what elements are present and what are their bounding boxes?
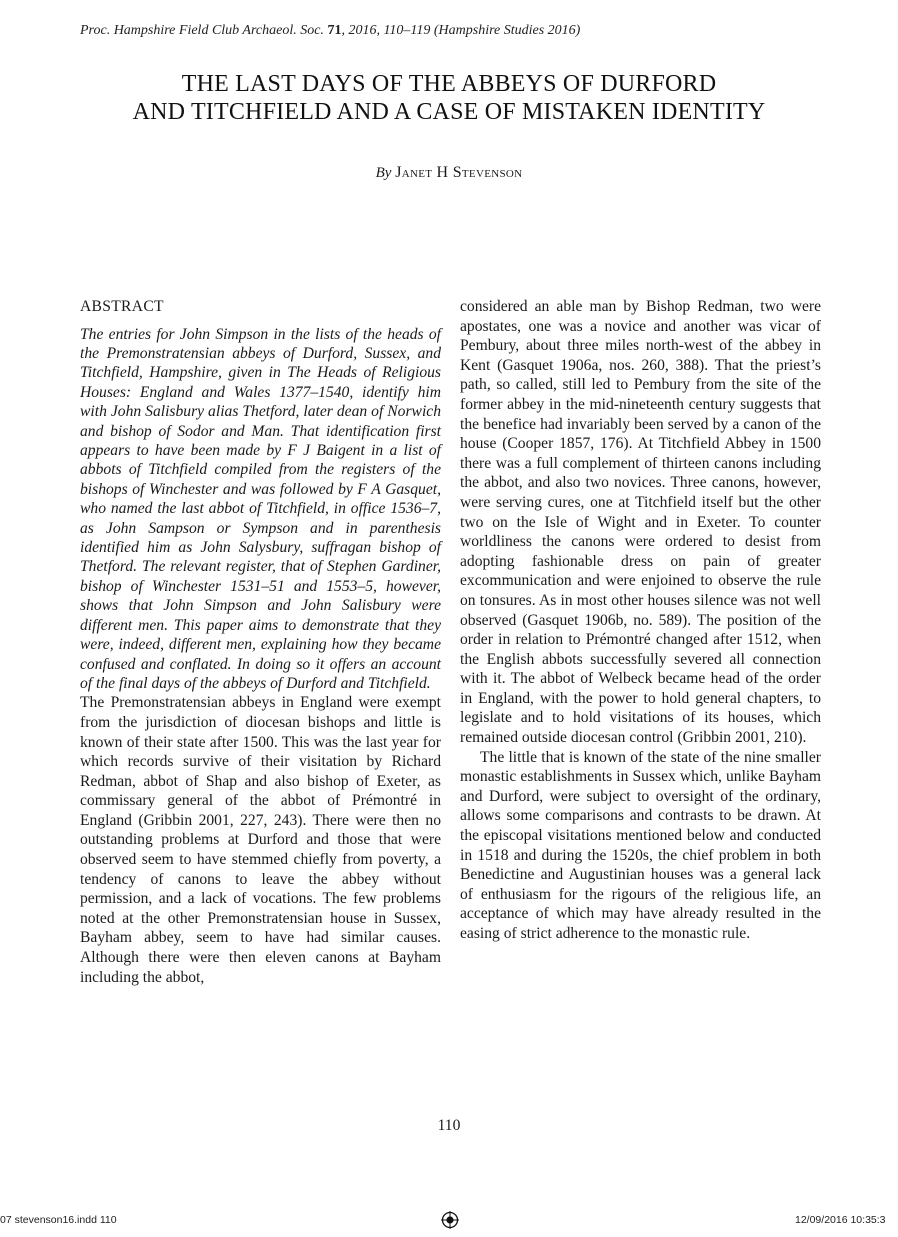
page-number: 110 [437,1117,461,1134]
journal-name: Proc. Hampshire Field Club Archaeol. Soc. [80,23,324,38]
printer-slug-date: 12/09/2016 10:35:3 [795,1214,886,1226]
title-line-1: THE LAST DAYS OF THE ABBEYS OF DURFORD [181,71,717,97]
volume-number: 71 [327,23,342,38]
title-line-2: AND TITCHFIELD AND A CASE OF MISTAKEN IDENTITY [132,99,766,125]
printer-slug-file: 07 stevenson16.indd 110 [0,1214,117,1226]
abstract-heading: ABSTRACT [80,298,164,315]
body-paragraph-1-continued: considered an able man by Bishop Redman, two were apostates, one was a novice and another was vicar of Pembury, about three miles north-west of the abbey in Kent (Gasquet 1906a, nos. 260, 388). That the priest’s path, so called, still led to Pembury from the site of the former abbey in the mid-nineteenth century suggests that the benefice had invariably been served by a canon of the house (Cooper 1857, 176). At Titchfield Abbey in 1500 there was a full complement of thirteen canons including the abbot, and also two novices. Three canons, however, were serving cures, one at Titchfield itself but the other two on the Isle of Wight and in Exeter. To counter worldliness the canons were ordered to desist from adopting fashionable dress on pain of greater excommunication and were enjoined to observe the rule on tonsures. As in most other houses silence was not well observed (Gasquet 1906b, no. 589). The position of the order in relation to Prémontré changed after 1512, when the English abbots successfully severed all connection with it. The abbot of Welbeck became head of the order in England, with the power to hold general chapters, to legislate and to hold visitations of its houses, which remained outside diocesan control (Gribbin 2001, 210). [460,298,821,747]
article-title [60,70,838,126]
left-column [80,297,441,987]
byline [0,164,898,182]
right-column [460,297,821,944]
running-head [80,23,820,39]
body-paragraph-2: The little that is known of the state of the nine smaller monastic establishments in Sussex which, unlike Bayham and Durford, were subject to oversight of the ordinary, allows some comparisons and contrasts to be drawn. At the episcopal visitations mentioned below and conducted in 1518 and during the 1520s, the chief problem in both Benedictine and Augustinian houses was a general lack of enthusiasm for the rigours of the religious life, an acceptance of which may have already resulted in the easing of strict adherence to the monastic rule. [460,748,821,942]
citation-details: , 2016, 110–119 (Hampshire Studies 2016) [341,23,581,38]
author-name: Janet H Stevenson [395,164,523,181]
byline-by: By [375,165,392,181]
abstract-text: The entries for John Simpson in the lists of the heads of the Premonstratensian abbeys of Durford, Sussex, and Titchfield, Hampshire, given in The Heads of Religious Houses: England and Wales 1377–1540, identify him with John Salisbury alias Thetford, later dean of Norwich and bishop of Sodor and Man. That identification first appears to have been made by F J Baigent in a list of abbots of Titchfield compiled from the registers of the bishops of Winchester and was followed by F A Gasquet, who named the last abbot of Titchfield, in office 1536–7, as John Sampson or Sympson and in parenthesis identified him as John Salysbury, suffragan bishop of Thetford. The relevant register, that of Stephen Gardiner, bishop of Winchester 1531–51 and 1553–5, however, shows that John Simpson and John Salisbury were different men. This paper aims to demonstrate that they were, indeed, different men, explaining how they became confused and conflated. In doing so it offers an account of the final days of the abbeys of Durford and Titchfield. [80,325,441,692]
registration-mark-icon [441,1211,459,1229]
body-paragraph-1: The Premonstratensian abbeys in England were exempt from the jurisdiction of diocesan bishops and little is known of their state after 1500. This was the last year for which records survive of their visitation by Richard Redman, abbot of Shap and also bishop of Exeter, as commissary general of the abbot of Prémontré in England (Gribbin 2001, 227, 243). There were then no outstanding problems at Durford and those that were observed seem to have stemmed chiefly from poverty, a tendency of canons to leave the abbey without permission, and a lack of vocations. The few problems noted at the other Premonstratensian house in Sussex, Bayham abbey, seem to have had similar causes. Although there were then eleven canons at Bayham including the abbot, [80,694,441,986]
